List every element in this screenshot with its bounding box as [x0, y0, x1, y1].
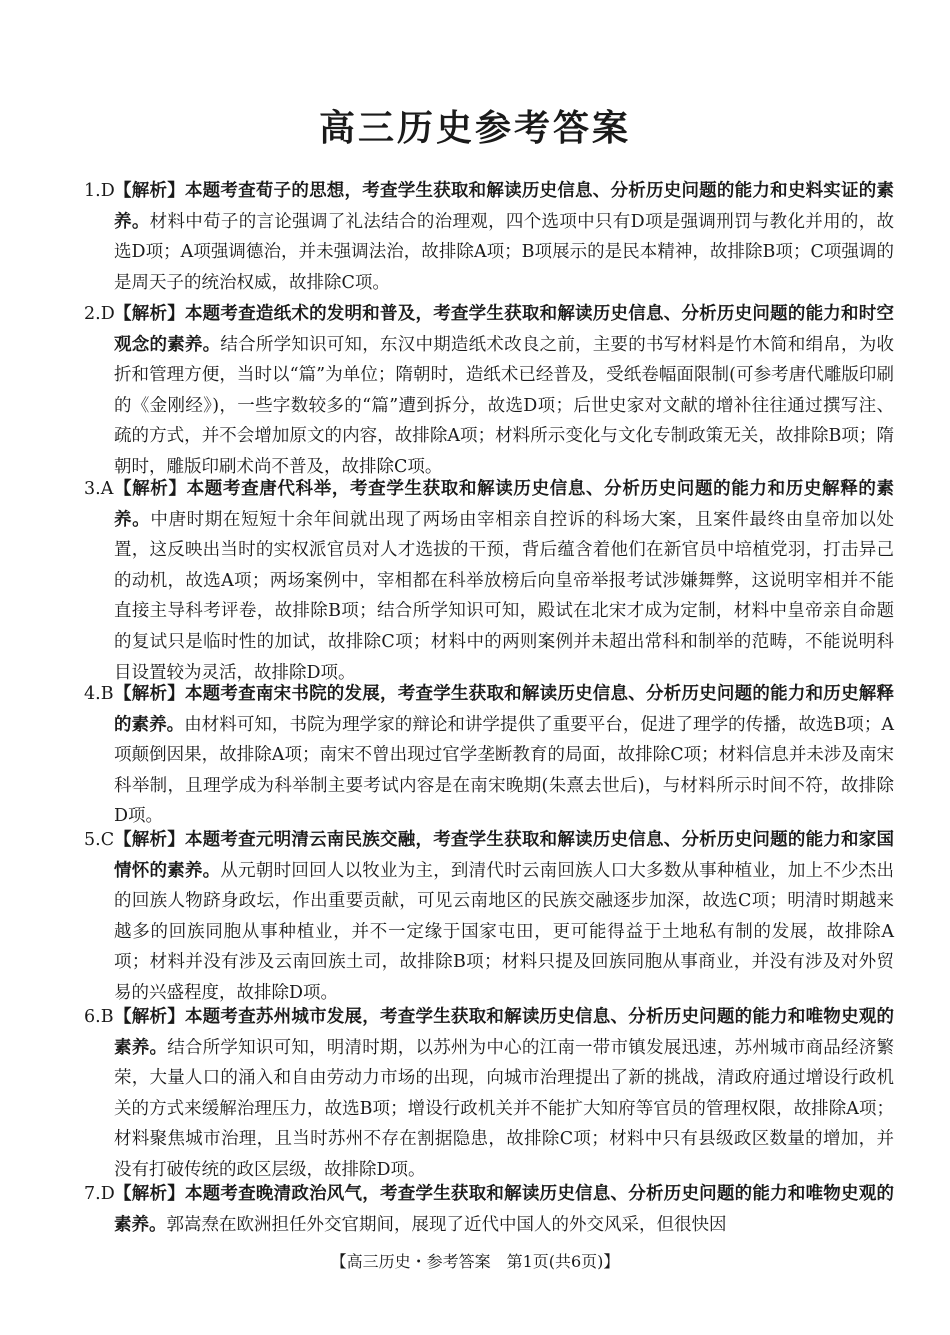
analysis-label: 【解析】: [114, 304, 185, 324]
analysis-label: 【解析】: [114, 830, 185, 850]
analysis-text: 结合所学知识可知，东汉中期造纸术改良之前，主要的书写材料是竹木简和绢帛，为收折和管理方便，当时以“篇”为单位；隋朝时，造纸术已经普及，受纸卷幅面限制(可参考唐代雕版印刷的《金刚经》)，一些字数较多的“篇”遭到拆分，故选D项；后世史家对文献的增补往往通过撰写注、疏的方式，并不会增加原文的内容，故排除A项；材料所示变化与文化专制政策无关，故排除B项；隋朝时，雕版印刷术尚不普及，故排除C项。: [114, 334, 895, 477]
answer-item: [84, 299, 894, 483]
analysis-summary: 本题考查南宋书院的发展，考查学生获取和解读历史信息、分析历史问题的能力和历史解释的素养。: [114, 684, 895, 735]
question-number: 3.A: [84, 479, 114, 499]
analysis-summary: 本题考查元明清云南民族交融，考查学生获取和解读历史信息、分析历史问题的能力和家国情怀的素养。: [114, 830, 895, 881]
analysis-summary: 本题考查苏州城市发展，考查学生获取和解读历史信息、分析历史问题的能力和唯物史观的素养。: [114, 1007, 895, 1058]
analysis-text: 郭嵩焘在欧洲担任外交官期间，展现了近代中国人的外交风采，但很快因: [166, 1214, 727, 1235]
analysis-text: 由材料可知，书院为理学家的辩论和讲学提供了重要平台，促进了理学的传播，故选B项；A项颠倒因果，故排除A项；南宋不曾出现过官学垄断教育的局面，故排除C项；材料信息并未涉及南宋科举制，且理学成为科举制主要考试内容是在南宋晚期(朱熹去世后)，与材料所示时间不符，故排除D项。: [114, 714, 894, 827]
page-title: 高三历史参考答案: [318, 107, 631, 149]
answer-item: [84, 679, 894, 832]
analysis-label: 【解析】: [114, 479, 187, 499]
analysis-summary: 本题考查荀子的思想，考查学生获取和解读历史信息、分析历史问题的能力和史料实证的素养。: [114, 181, 895, 232]
answer-item: [84, 825, 894, 1009]
question-number: 4.B: [84, 684, 114, 704]
question-number: 6.B: [84, 1007, 114, 1027]
analysis-label: 【解析】: [114, 684, 185, 704]
answer-item: [84, 1179, 894, 1240]
answer-item: [84, 1002, 894, 1186]
analysis-summary: 本题考查唐代科举，考查学生获取和解读历史信息、分析历史问题的能力和历史解释的素养。: [114, 479, 895, 530]
question-number: 5.C: [84, 830, 115, 850]
answer-item: [84, 474, 894, 688]
analysis-summary: 本题考查造纸术的发明和普及，考查学生获取和解读历史信息、分析历史问题的能力和时空观念的素养。: [114, 304, 895, 355]
question-number: 1.D: [84, 181, 115, 201]
analysis-label: 【解析】: [114, 1007, 185, 1027]
answer-item: [84, 176, 894, 298]
analysis-text: 材料中荀子的言论强调了礼法结合的治理观，四个选项中只有D项是强调刑罚与教化并用的，故选D项；A项强调德治，并未强调法治，故排除A项；B项展示的是民本精神，故排除B项；C项强调的是周天子的统治权威，故排除C项。: [114, 211, 895, 293]
page-footer: 【高三历史・参考答案 第1页(共6页)】: [330, 1252, 620, 1271]
question-number: 2.D: [84, 304, 115, 324]
analysis-text: 结合所学知识可知，明清时期，以苏州为中心的江南一带市镇发展迅速，苏州城市商品经济繁荣，大量人口的涌入和自由劳动力市场的出现，向城市治理提出了新的挑战，清政府通过增设行政机关的方式来缓解治理压力，故选B项；增设行政机关并不能扩大知府等官员的管理权限，故排除A项；材料聚焦城市治理，且当时苏州不存在割据隐患，故排除C项；材料中只有县级政区数量的增加，并没有打破传统的政区层级，故排除D项。: [114, 1037, 895, 1180]
analysis-label: 【解析】: [114, 181, 185, 201]
question-number: 7.D: [84, 1184, 115, 1204]
analysis-summary: 本题考查晚清政治风气，考查学生获取和解读历史信息、分析历史问题的能力和唯物史观的素养。: [114, 1184, 895, 1235]
analysis-label: 【解析】: [114, 1184, 185, 1204]
analysis-text: 中唐时期在短短十余年间就出现了两场由宰相亲自控诉的科场大案，且案件最终由皇帝加以处置，这反映出当时的实权派官员对人才选拔的干预，背后蕴含着他们在新官员中培植党羽，打击异己的动机，故选A项；两场案例中，宰相都在科举放榜后向皇帝举报考试涉嫌舞弊，这说明宰相并不能直接主导科考评卷，故排除B项；结合所学知识可知，殿试在北宋才成为定制，材料中皇帝亲自命题的复试只是临时性的加试，故排除C项；材料中的两则案例并未超出常科和制举的范畴，不能说明科目设置较为灵活，故排除D项。: [114, 509, 894, 683]
analysis-text: 从元朝时回回人以牧业为主，到清代时云南回族人口大多数从事种植业，加上不少杰出的回族人物跻身政坛，作出重要贡献，可见云南地区的民族交融逐步加深，故选C项；明清时期越来越多的回族同胞从事种植业，并不一定缘于国家屯田，更可能得益于土地私有制的发展，故排除A项；材料并没有涉及云南回族土司，故排除B项；材料只提及回族同胞从事商业，并没有涉及对外贸易的兴盛程度，故排除D项。: [114, 860, 895, 1003]
